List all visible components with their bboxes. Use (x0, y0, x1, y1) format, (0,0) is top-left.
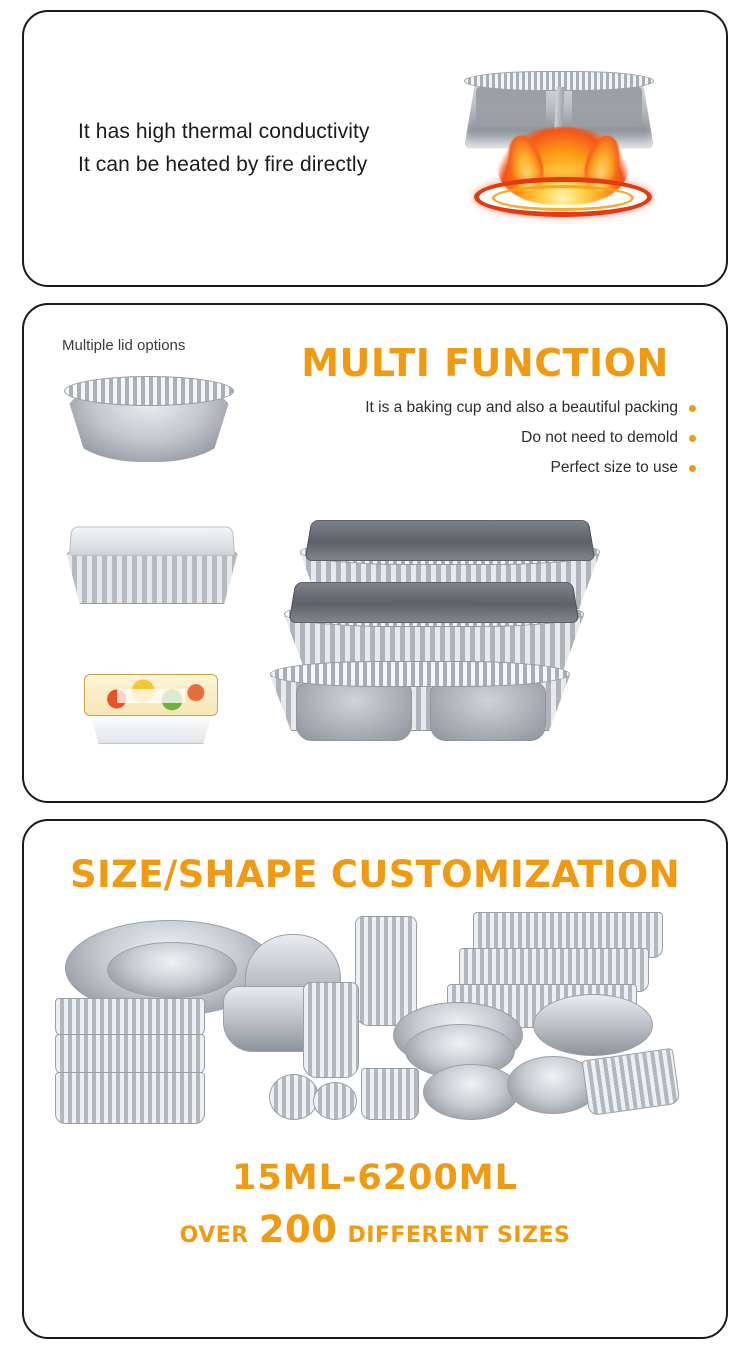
printed-paper-lid-box-icon (84, 674, 218, 748)
list-item (270, 399, 700, 417)
round-foil-bowl-icon (64, 376, 234, 462)
assorted-foil-containers-illustration (55, 906, 695, 1156)
bullet-dot-icon (689, 435, 696, 442)
thermal-line-1: It has high thermal conductivity (78, 119, 370, 143)
sizes-count-line (180, 1208, 571, 1251)
multi-function-bullets (270, 399, 700, 477)
small-round-cup-2-icon (313, 1082, 357, 1120)
small-rect-tray-2-icon (55, 1034, 205, 1076)
different-sizes-word: DIFFERENT SIZES (347, 1223, 571, 1248)
bullet-text: It is a baking cup and also a beautiful packing (365, 399, 678, 416)
capacity-range-text: 15ML-6200ML (232, 1158, 518, 1198)
stacked-trays-illustration (270, 517, 650, 757)
tray-open-bottom (270, 639, 570, 735)
bullet-text: Do not need to demold (521, 429, 678, 446)
fire-ring-inner-icon (492, 185, 634, 211)
bullet-dot-icon (689, 465, 696, 472)
size-customization-title: SIZE/SHAPE CUSTOMIZATION (70, 853, 680, 896)
multi-function-title: MULTI FUNCTION (301, 341, 669, 385)
thermal-text-block (78, 116, 424, 181)
bullet-text: Perfect size to use (550, 459, 678, 476)
cup-stack-2-icon (303, 982, 359, 1078)
sizes-count: 200 (258, 1208, 338, 1251)
list-item (270, 459, 700, 477)
panel-multi-function (22, 303, 728, 803)
lid-options-column (50, 327, 258, 783)
over-word: OVER (179, 1223, 249, 1248)
lid-option-clear-lid-box (58, 516, 258, 634)
lid-option-round-bowl (58, 370, 258, 488)
rectangular-foil-box-icon (66, 526, 238, 610)
lidded-round-container-icon (533, 994, 653, 1056)
small-square-box-icon (361, 1068, 419, 1120)
small-round-cup-icon (269, 1074, 319, 1120)
list-item (270, 429, 700, 447)
lid-option-printed-lid-box (58, 662, 258, 780)
cup-stack-icon (355, 916, 417, 1026)
panel-thermal-conductivity (22, 10, 728, 287)
small-rect-tray-1-icon (55, 998, 205, 1038)
bullet-dot-icon (689, 405, 696, 412)
multi-function-content (258, 327, 700, 783)
lid-options-label: Multiple lid options (62, 337, 186, 354)
oval-platter-inner-icon (107, 942, 237, 998)
foil-tray-over-flame-illustration (428, 49, 698, 249)
round-foil-plate-icon (423, 1064, 519, 1120)
panel-size-shape-customization (22, 819, 728, 1339)
thermal-line-2: It can be heated by fire directly (78, 152, 368, 176)
angled-rect-tray-icon (582, 1048, 681, 1116)
small-rect-tray-3-icon (55, 1072, 205, 1124)
